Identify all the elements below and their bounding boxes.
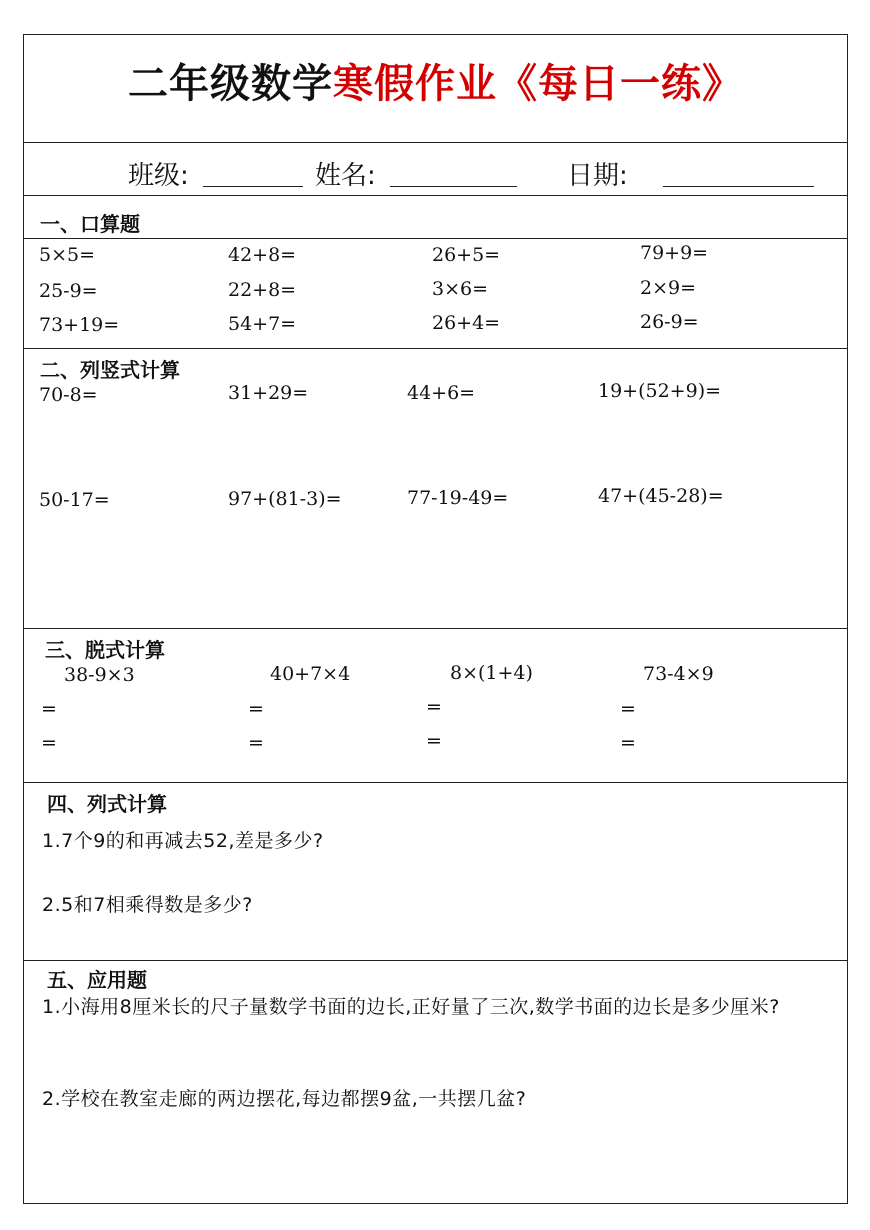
equals-sign: =: [41, 732, 57, 754]
name-label: 姓名:: [315, 161, 376, 191]
equals-sign: =: [426, 730, 442, 752]
oral-problem: 79+9=: [640, 242, 709, 264]
date-label: 日期:: [567, 161, 628, 191]
section-heading-vertical: 二、列竖式计算: [40, 358, 180, 382]
oral-problem: 42+8=: [228, 244, 297, 266]
oral-problem: 2×9=: [640, 277, 697, 299]
title-red-part: 寒假作业《每日一练》: [333, 61, 743, 107]
divider: [23, 628, 848, 629]
class-blank[interactable]: [203, 186, 303, 187]
page-title: [23, 52, 848, 109]
section-heading-stepwise: 三、脱式计算: [45, 638, 165, 662]
title-black-part: 二年级数学: [128, 61, 333, 107]
equals-sign: =: [620, 732, 636, 754]
divider: [23, 960, 848, 961]
oral-problem: 22+8=: [228, 279, 297, 301]
oral-problem: 73+19=: [39, 314, 120, 336]
section-heading-expression: 四、列式计算: [47, 792, 167, 816]
oral-problem: 5×5=: [39, 244, 96, 266]
equals-sign: =: [248, 698, 264, 720]
stepwise-problem: 8×(1+4): [450, 662, 533, 684]
equals-sign: =: [426, 696, 442, 718]
question-text: 2.5和7相乘得数是多少?: [42, 894, 253, 916]
equals-sign: =: [248, 732, 264, 754]
question-text: 2.学校在教室走廊的两边摆花,每边都摆9盆,一共摆几盆?: [42, 1088, 527, 1110]
vertical-problem: 70-8=: [39, 384, 98, 406]
oral-problem: 26-9=: [640, 311, 699, 333]
oral-problem: 3×6=: [432, 278, 489, 300]
equals-sign: =: [41, 698, 57, 720]
stepwise-problem: 40+7×4: [270, 663, 351, 685]
vertical-problem: 31+29=: [228, 382, 309, 404]
divider: [23, 195, 848, 196]
equals-sign: =: [620, 698, 636, 720]
divider: [23, 348, 848, 349]
vertical-problem: 47+(45-28)=: [598, 485, 724, 507]
vertical-problem: 44+6=: [407, 382, 476, 404]
worksheet-frame: [23, 34, 848, 1204]
vertical-problem: 97+(81-3)=: [228, 488, 342, 510]
oral-problem: 26+4=: [432, 312, 501, 334]
vertical-problem: 77-19-49=: [407, 487, 509, 509]
stepwise-problem: 38-9×3: [64, 664, 135, 686]
name-blank[interactable]: [390, 186, 517, 187]
divider: [23, 238, 848, 239]
date-blank[interactable]: [663, 186, 814, 187]
oral-problem: 54+7=: [228, 313, 297, 335]
question-text: 1.7个9的和再减去52,差是多少?: [42, 830, 324, 852]
oral-problem: 26+5=: [432, 244, 501, 266]
vertical-problem: 19+(52+9)=: [598, 380, 722, 402]
class-label: 班级:: [128, 161, 189, 191]
vertical-problem: 50-17=: [39, 489, 110, 511]
question-text: 1.小海用8厘米长的尺子量数学书面的边长,正好量了三次,数学书面的边长是多少厘米?: [42, 996, 780, 1018]
stepwise-problem: 73-4×9: [643, 663, 714, 685]
section-heading-oral: 一、口算题: [40, 212, 140, 236]
divider: [23, 142, 848, 143]
section-heading-word-problems: 五、应用题: [47, 968, 147, 992]
oral-problem: 25-9=: [39, 280, 98, 302]
divider: [23, 782, 848, 783]
